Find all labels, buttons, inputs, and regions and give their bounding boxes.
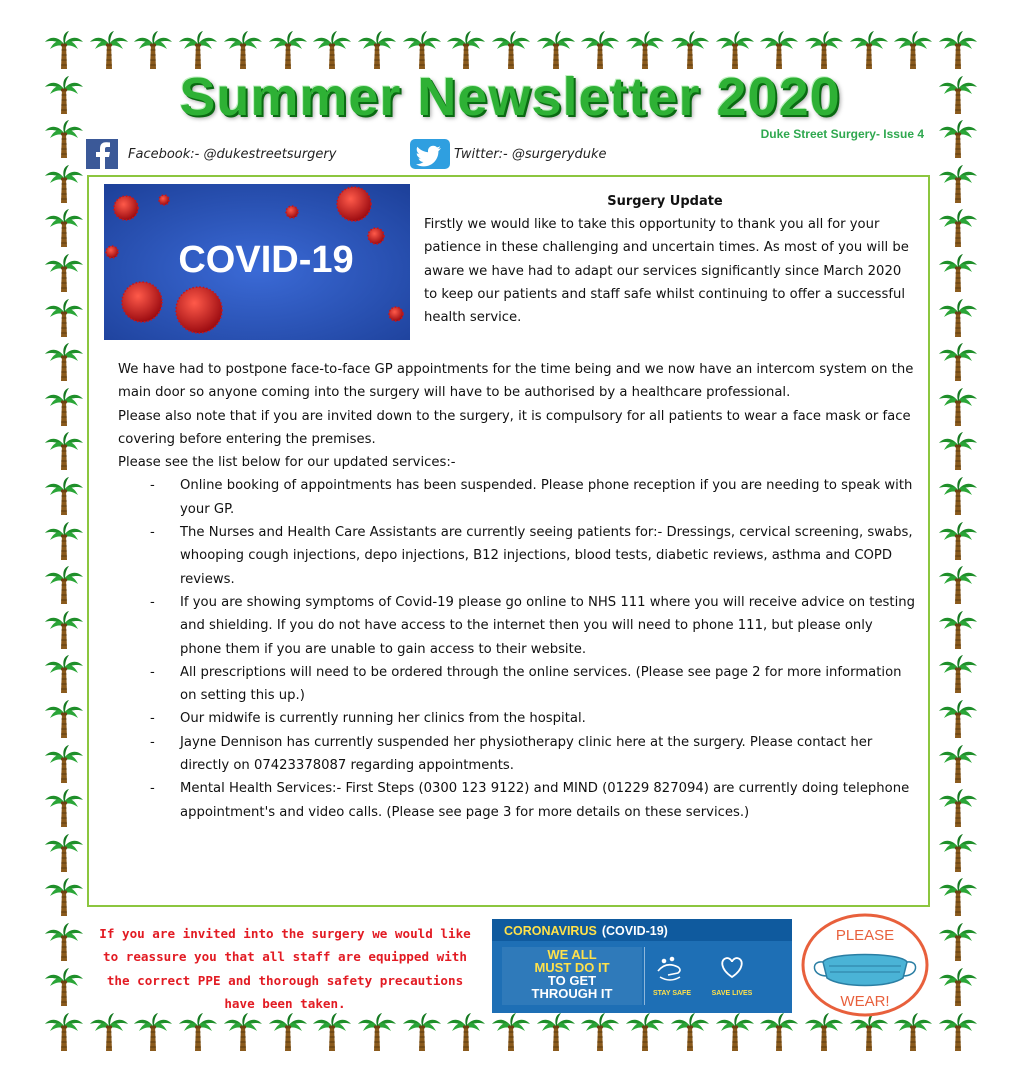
palm-tree-icon [402, 30, 442, 70]
palm-tree-icon [938, 298, 978, 338]
palm-tree-icon [625, 30, 665, 70]
svg-text:TO GET: TO GET [547, 973, 597, 988]
palm-tree-icon [938, 476, 978, 516]
palm-tree-icon [938, 431, 978, 471]
palm-tree-icon [44, 208, 84, 248]
virus-icon [337, 187, 371, 221]
palm-tree-icon [938, 699, 978, 739]
palm-tree-icon [938, 253, 978, 293]
covid-19-image [104, 184, 410, 340]
svg-text:PLEASE: PLEASE [835, 927, 895, 944]
palm-tree-icon [938, 208, 978, 248]
palm-tree-icon [223, 30, 263, 70]
palm-tree-icon [44, 744, 84, 784]
palm-tree-icon [223, 1012, 263, 1052]
palm-tree-icon [804, 1012, 844, 1052]
palm-tree-icon [133, 30, 173, 70]
palm-tree-icon [402, 1012, 442, 1052]
palm-tree-icon [580, 30, 620, 70]
palm-tree-icon [357, 30, 397, 70]
palm-tree-icon [44, 387, 84, 427]
palm-tree-icon [491, 1012, 531, 1052]
palm-tree-icon [938, 744, 978, 784]
palm-tree-icon [44, 476, 84, 516]
palm-tree-icon [44, 431, 84, 471]
virus-icon [106, 246, 118, 258]
paragraph: Please see the list below for our updated services:- [118, 455, 456, 471]
newsletter-title: Summer Newsletter 2020 [179, 67, 841, 127]
facebook-icon [86, 139, 122, 169]
virus-icon [122, 282, 162, 322]
palm-tree-icon [357, 1012, 397, 1052]
virus-icon [389, 307, 403, 321]
section-title: Surgery Update [607, 194, 723, 209]
palm-tree-icon [312, 1012, 352, 1052]
palm-tree-icon [804, 30, 844, 70]
svg-text:MUST DO IT: MUST DO IT [534, 960, 610, 975]
list-item: - Online booking of appointments has been suspended. Please phone reception if you are needing to speak with your GP. [150, 478, 913, 517]
palm-tree-icon [849, 30, 889, 70]
palm-tree-icon [44, 699, 84, 739]
palm-tree-icon [44, 654, 84, 694]
update-body [118, 358, 918, 824]
palm-tree-icon [133, 1012, 173, 1052]
palm-tree-icon [268, 1012, 308, 1052]
palm-tree-icon [715, 1012, 755, 1052]
palm-tree-icon [938, 119, 978, 159]
palm-tree-icon [580, 1012, 620, 1052]
svg-text:STAY SAFE: STAY SAFE [653, 990, 691, 997]
palm-tree-icon [536, 1012, 576, 1052]
virus-icon [368, 228, 384, 244]
palm-tree-icon [44, 788, 84, 828]
list-item: - All prescriptions will need to be ordered through the online services. (Please see page 2 for more information on setting this up.) [150, 664, 902, 704]
twitter-link[interactable] [410, 139, 607, 169]
reassurance-notice: If you are invited into the surgery we would like to reassure you that all staff are equipped with the correct PPE and thorough safety precautions have been taken. [99, 926, 471, 1011]
paragraph: We have had to postpone face-to-face GP appointments for the time being and we now have an intercom system on the main door so anyone coming into the surgery will have to be authorised by a healthcare professional. [118, 362, 914, 401]
twitter-handle: Twitter:- @surgeryduke [454, 146, 607, 162]
palm-tree-icon [938, 922, 978, 962]
please-wear-mask-sign [799, 912, 931, 1018]
list-item: - The Nurses and Health Care Assistants are currently seeing patients for:- Dressings, cervical screening, swabs, whooping cough injections, depo injections, B12 injections, blood tests, diabetic reviews, asthma and COPD reviews. [150, 525, 913, 587]
palm-tree-icon [44, 253, 84, 293]
palm-tree-icon [44, 877, 84, 917]
palm-tree-icon [938, 521, 978, 561]
paragraph: Please also note that if you are invited down to the surgery, it is compulsory for all patients to wear a face mask or face covering before entering the premises. [118, 408, 911, 447]
palm-tree-icon [491, 30, 531, 70]
palm-tree-icon [44, 1012, 84, 1052]
palm-tree-icon [44, 565, 84, 605]
palm-tree-icon [312, 30, 352, 70]
palm-tree-icon [938, 967, 978, 1007]
palm-tree-icon [938, 877, 978, 917]
facebook-handle: Facebook:- @dukestreetsurgery [128, 146, 337, 162]
palm-tree-icon [536, 30, 576, 70]
svg-text:THROUGH IT: THROUGH IT [531, 986, 613, 1001]
palm-tree-icon [938, 565, 978, 605]
palm-tree-icon [938, 75, 978, 115]
palm-tree-icon [759, 30, 799, 70]
palm-tree-icon [938, 164, 978, 204]
palm-tree-icon [44, 164, 84, 204]
palm-tree-icon [44, 298, 84, 338]
palm-tree-icon [938, 1012, 978, 1052]
svg-text:CORONAVIRUS(COVID-19): CORONAVIRUS (COVID-19) [504, 924, 668, 938]
palm-tree-icon [44, 967, 84, 1007]
palm-tree-icon [446, 30, 486, 70]
svg-text:SAVE LIVES: SAVE LIVES [711, 990, 753, 997]
palm-tree-icon [44, 75, 84, 115]
twitter-icon [410, 139, 450, 169]
virus-icon [114, 196, 138, 220]
palm-tree-icon [268, 30, 308, 70]
palm-tree-icon [938, 387, 978, 427]
palm-tree-icon [938, 654, 978, 694]
list-item: - Jayne Dennison has currently suspended her physiotherapy clinic here at the surgery. Please contact her directly on 07423378087 regarding appointments. [150, 734, 873, 774]
svg-text:WEAR!: WEAR! [840, 993, 890, 1010]
palm-tree-icon [670, 1012, 710, 1052]
palm-tree-icon [89, 1012, 129, 1052]
palm-tree-icon [938, 833, 978, 873]
coronavirus-banner [492, 919, 792, 1013]
palm-tree-icon [625, 1012, 665, 1052]
list-item: - Our midwife is currently running her clinics from the hospital. [150, 711, 586, 727]
palm-tree-icon [44, 833, 84, 873]
services-list [118, 474, 918, 823]
palm-tree-icon [938, 788, 978, 828]
palm-tree-icon [893, 1012, 933, 1052]
palm-tree-icon [178, 1012, 218, 1052]
palm-tree-icon [446, 1012, 486, 1052]
palm-tree-icon [44, 30, 84, 70]
palm-tree-icon [44, 521, 84, 561]
palm-tree-icon [44, 610, 84, 650]
issue-label: Duke Street Surgery- Issue 4 [760, 127, 924, 141]
svg-text:WE ALL: WE ALL [547, 947, 597, 962]
palm-tree-icon [715, 30, 755, 70]
covid-image-text: COVID-19 [178, 239, 354, 281]
palm-tree-icon [44, 119, 84, 159]
palm-tree-icon [759, 1012, 799, 1052]
palm-tree-icon [938, 610, 978, 650]
palm-tree-icon [178, 30, 218, 70]
palm-tree-icon [44, 922, 84, 962]
palm-tree-icon [670, 30, 710, 70]
list-item: - Mental Health Services:- First Steps (0300 123 9122) and MIND (01229 827094) are currently doing telephone appointment's and video calls. (Please see page 3 for more details on these services.) [150, 781, 910, 820]
palm-tree-icon [44, 342, 84, 382]
virus-icon [176, 287, 222, 333]
facebook-link[interactable] [86, 139, 336, 169]
virus-icon [286, 206, 298, 218]
palm-tree-icon [849, 1012, 889, 1052]
intro-paragraph: Firstly we would like to take this opportunity to thank you all for your patience in these challenging and uncertain times. As most of you will be aware we have had to adapt our services significantly since March 2020 to keep our patients and staff safe whilst continuing to offer a successful health service. [424, 217, 909, 326]
palm-tree-icon [938, 342, 978, 382]
palm-tree-icon [89, 30, 129, 70]
virus-icon [159, 195, 169, 205]
list-item: - If you are showing symptoms of Covid-19 please go online to NHS 111 where you will receive advice on testing and shielding. If you do not have access to the internet then you will need to phone 111, but please only phone them if you are unable to gain access to their website. [150, 594, 915, 657]
palm-tree-icon [893, 30, 933, 70]
palm-tree-icon [938, 30, 978, 70]
